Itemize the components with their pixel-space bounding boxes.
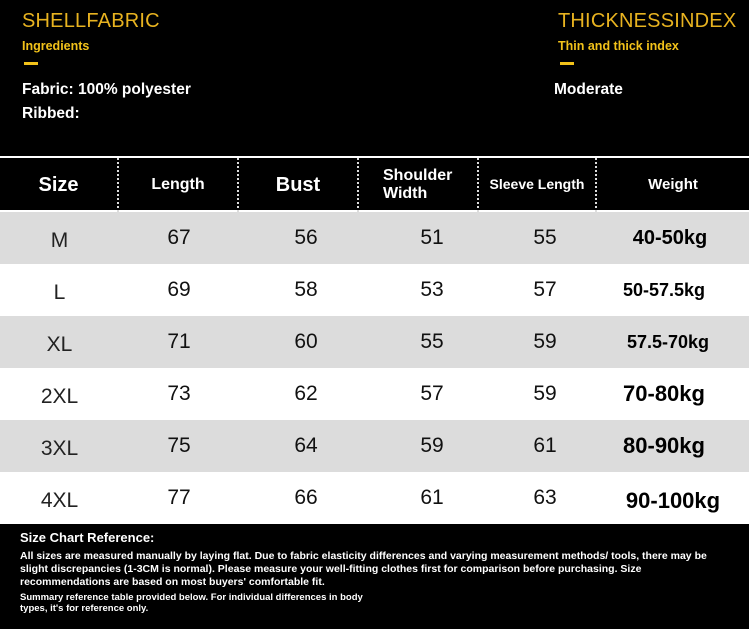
cell-size: XL [46, 333, 73, 356]
cell-size: 3XL [40, 437, 79, 460]
reference-note: Summary reference table provided below. For individual differences in body types, it's for reference only. [20, 592, 363, 614]
cell-bust: 66 [294, 486, 318, 509]
cell-sleeve: 59 [533, 382, 557, 405]
shell-fabric-title: SHELLFABRIC [22, 10, 160, 32]
ribbed-text: Ribbed: [22, 105, 80, 122]
cell-sleeve: 57 [533, 278, 557, 301]
cell-length: 67 [167, 226, 191, 249]
table-row [0, 212, 749, 264]
col-header-weight: Weight [648, 175, 698, 193]
col-header-bust: Bust [239, 158, 359, 212]
table-row [0, 472, 749, 524]
ingredients-subtitle: Ingredients [22, 39, 90, 53]
cell-sleeve: 63 [533, 486, 557, 509]
cell-length: 71 [167, 330, 191, 353]
cell-size: 4XL [40, 489, 79, 512]
cell-shoulder: 53 [420, 278, 444, 301]
ingredients-dash [24, 62, 38, 65]
cell-weight: 70-80kg [623, 381, 705, 406]
table-header-row [0, 156, 749, 212]
cell-length: 69 [167, 278, 191, 301]
thickness-subtitle: Thin and thick index [558, 39, 679, 53]
table-row [0, 264, 749, 316]
thickness-value: Moderate [554, 81, 623, 98]
cell-bust: 60 [294, 330, 318, 353]
thickness-index-title: THICKNESSINDEX [558, 10, 737, 32]
cell-shoulder: 59 [420, 434, 444, 457]
cell-size: M [50, 229, 69, 252]
thickness-dash [560, 62, 574, 65]
size-chart-reference [0, 526, 749, 629]
cell-shoulder: 57 [420, 382, 444, 405]
cell-shoulder: 55 [420, 330, 444, 353]
top-info-section [0, 0, 749, 154]
table-row [0, 316, 749, 368]
col-header-length: Length [119, 158, 239, 212]
cell-size: 2XL [40, 385, 79, 408]
cell-bust: 62 [294, 382, 318, 405]
cell-weight: 57.5-70kg [626, 331, 710, 352]
reference-title: Size Chart Reference: [20, 530, 155, 545]
cell-weight: 50-57.5kg [622, 279, 706, 300]
col-header-shoulder-width: Shoulder Width [359, 158, 479, 212]
cell-size: L [53, 281, 66, 304]
cell-weight: 40-50kg [632, 226, 708, 249]
size-chart-table [0, 156, 749, 524]
cell-weight: 90-100kg [625, 488, 721, 513]
cell-sleeve: 59 [533, 330, 557, 353]
col-header-size: Size [0, 158, 119, 212]
cell-length: 73 [167, 382, 191, 405]
cell-length: 75 [167, 434, 191, 457]
cell-bust: 58 [294, 278, 318, 301]
cell-length: 77 [167, 486, 191, 509]
cell-bust: 64 [294, 434, 318, 457]
cell-shoulder: 51 [420, 226, 444, 249]
cell-sleeve: 55 [533, 226, 557, 249]
reference-body: All sizes are measured manually by laying flat. Due to fabric elasticity differences and varying measurement methods/ tools, there may be slight discrepancies (1-3CM is normal). Please measure your well-fitting clothes first for comparison before purchasing. Size recommendations are based on most buyers' comfortable fit. [20, 550, 707, 588]
table-row [0, 420, 749, 472]
fabric-text: Fabric: 100% polyester [22, 81, 191, 98]
table-row [0, 368, 749, 420]
cell-shoulder: 61 [420, 486, 444, 509]
cell-weight: 80-90kg [623, 433, 705, 458]
cell-bust: 56 [294, 226, 318, 249]
col-header-sleeve-length: Sleeve Length [479, 158, 597, 212]
cell-sleeve: 61 [533, 434, 557, 457]
